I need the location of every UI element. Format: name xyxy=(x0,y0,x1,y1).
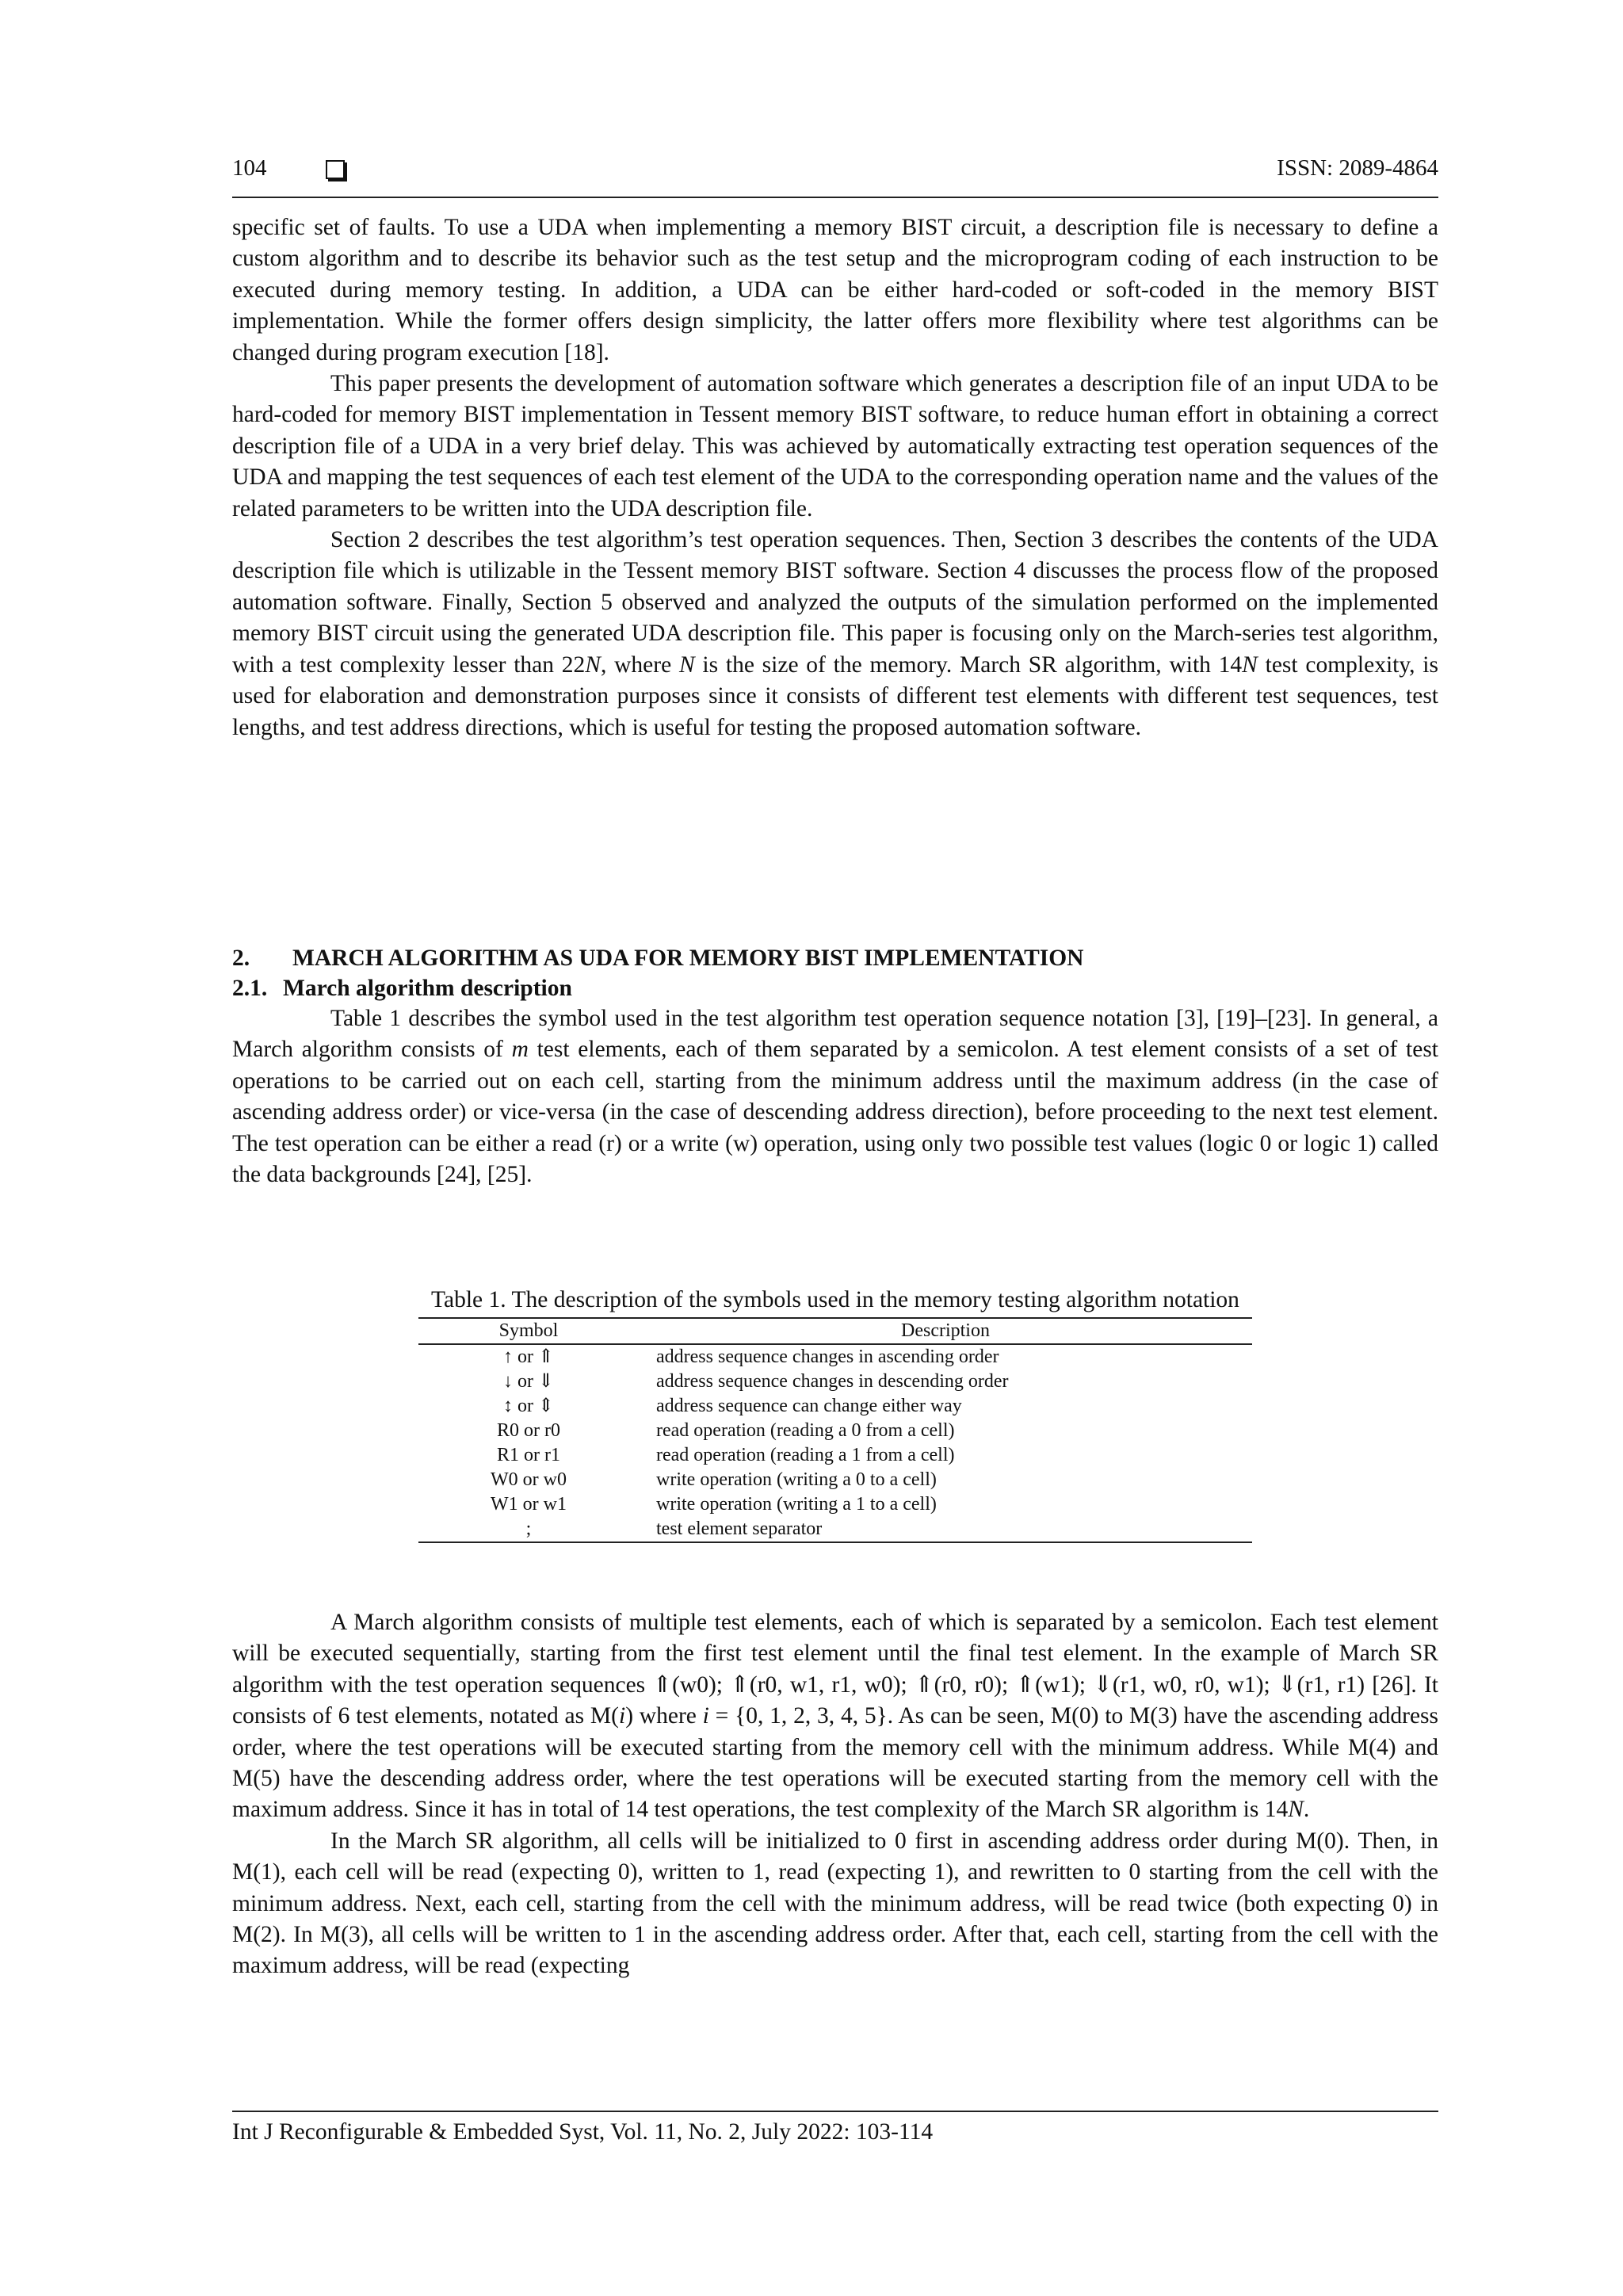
description-cell: address sequence changes in descending order xyxy=(656,1371,1009,1392)
subsection-title: March algorithm description xyxy=(283,976,572,1001)
paragraph: In the March SR algorithm, all cells will be initialized to 0 first in ascending address order during M(0). Then, in M(1), each cell will be read (expecting 0), written to 1, read (expecting 1), and rewritten to 0 starting from the cell with the minimum address. Next, each cell, starting from the cell with the minimum address, will be read twice (both expecting 0) in M(2). In M(3), all cells will be written to 1 in the ascending address order. After that, each cell, starting from the cell with the maximum address, will be read (expecting xyxy=(232,1828,1438,1979)
table-row xyxy=(418,1344,1252,1370)
table-row xyxy=(418,1419,1252,1443)
section-title: MARCH ALGORITHM AS UDA FOR MEMORY BIST IMPLEMENTATION xyxy=(292,946,1084,971)
table-row xyxy=(418,1443,1252,1468)
table-row xyxy=(418,1492,1252,1517)
table-caption: Table 1. The description of the symbols used in the memory testing algorithm notation xyxy=(431,1287,1239,1312)
subsection-heading xyxy=(232,973,1438,1003)
paragraph: Section 2 describes the test algorithm’s test operation sequences. Then, Section 3 describes the contents of the UDA description file which is utilizable in the Tessent memory BIST software. Section 4 discusses the process flow of the proposed automation software. Finally, Section 5 observed and analyzed the outputs of the simulation performed on the implemented memory BIST circuit using the generated UDA description file. This paper is focusing only on the March-series test algorithm, with a test complexity lesser than 22N, where N is the size of the memory. March SR algorithm, with 14N test complexity, is used for elaboration and demonstration purposes since it consists of different test elements with different test sequences, test lengths, and test address directions, which is useful for testing the proposed automation software. xyxy=(232,527,1438,740)
symbol-table xyxy=(418,1317,1252,1543)
table-row xyxy=(418,1468,1252,1492)
symbol-cell: ↕ or ⇕ xyxy=(502,1396,555,1416)
description-cell: write operation (writing a 1 to a cell) xyxy=(656,1494,937,1515)
paragraph: Table 1 describes the symbol used in the test algorithm test operation sequence notation [3], [19]–[23]. In general, a March algorithm consists of m test elements, each of them separated by a semicolon. A test element consists of a set of test operations to be carried out on each cell, starting from the minimum address until the maximum address (in the case of ascending address order) or vice-versa (in the case of descending address direction), before proceeding to the next test element. The test operation can be either a read (r) or a write (w) operation, using only two possible test values (logic 0 or logic 1) called the data backgrounds [24], [25]. xyxy=(232,1006,1438,1188)
description-cell: write operation (writing a 0 to a cell) xyxy=(656,1469,937,1490)
column-header: Symbol xyxy=(418,1318,639,1344)
description-cell: test element separator xyxy=(639,1517,1252,1542)
intro-text xyxy=(232,212,1438,743)
paragraph: This paper presents the development of automation software which generates a description file of an input UDA to be hard-coded for memory BIST implementation in Tessent memory BIST software, to reduce human effort in obtaining a correct description file of a UDA in a very brief delay. This was achieved by automatically extracting test operation sequences of the UDA and mapping the test sequences of each test element of the UDA to the corresponding operation name and the values of the related parameters to be written into the UDA description file. xyxy=(232,371,1438,521)
table-header-row xyxy=(418,1318,1252,1344)
issn-label: ISSN: 2089-4864 xyxy=(1277,155,1438,181)
paragraph: A March algorithm consists of multiple test elements, each of which is separated by a semicolon. Each test element will be executed sequentially, starting from the first test element until the final test element. In the example of March SR algorithm with the test operation sequences ⇑(w0); ⇑(r0, w1, r1, w0); ⇑(r0, r0); ⇑(w1); ⇓(r1, w0, r0, w1); ⇓(r1, r1) [26]. It consists of 6 test elements, notated as M(i) where i = {0, 1, 2, 3, 4, 5}. As can be seen, M(0) to M(3) have the ascending address order, where the test operations will be executed starting from the memory cell with the minimum address. While M(4) and M(5) have the descending address order, where the test operations will be executed starting from the memory cell with the maximum address. Since it has in total of 14 test operations, the test complexity of the March SR algorithm is 14N. xyxy=(232,1610,1438,1823)
symbol-cell: ↓ or ⇓ xyxy=(502,1371,555,1392)
page-footer: Int J Reconfigurable & Embedded Syst, Vol. 11, No. 2, July 2022: 103-114 xyxy=(232,2111,1438,2147)
symbol-cell: R0 or r0 xyxy=(497,1420,560,1441)
section2-text xyxy=(232,1003,1438,1190)
description-cell: address sequence changes in ascending order xyxy=(656,1347,999,1367)
symbol-cell: ; xyxy=(418,1517,639,1542)
page-header xyxy=(232,155,1438,198)
table-row xyxy=(418,1394,1252,1419)
section-heading xyxy=(232,943,1438,973)
checkbox-square-icon xyxy=(326,160,345,179)
section-number: 2. xyxy=(232,946,250,971)
table-row xyxy=(418,1517,1252,1542)
symbol-cell: W0 or w0 xyxy=(491,1469,567,1490)
symbol-cell: ↑ or ⇑ xyxy=(502,1347,555,1367)
description-cell: address sequence can change either way xyxy=(656,1396,962,1416)
symbol-cell: W1 or w1 xyxy=(491,1494,567,1515)
paragraph: specific set of faults. To use a UDA when implementing a memory BIST circuit, a description file is necessary to define a custom algorithm and to describe its behavior such as the test setup and the microprogram coding of each instruction to be executed during memory testing. In addition, a UDA can be either hard-coded or soft-coded in the memory BIST implementation. While the former offers design simplicity, the latter offers more flexibility where test algorithms can be changed during program execution [18]. xyxy=(232,215,1438,365)
subsection-number: 2.1. xyxy=(232,976,268,1001)
description-cell: read operation (reading a 1 from a cell) xyxy=(656,1445,955,1465)
column-header: Description xyxy=(639,1318,1252,1344)
symbol-cell: R1 or r1 xyxy=(497,1445,560,1465)
table-row xyxy=(418,1370,1252,1394)
page-number: 104 xyxy=(232,155,267,181)
after-table-text xyxy=(232,1607,1438,1982)
description-cell: read operation (reading a 0 from a cell) xyxy=(656,1420,955,1441)
